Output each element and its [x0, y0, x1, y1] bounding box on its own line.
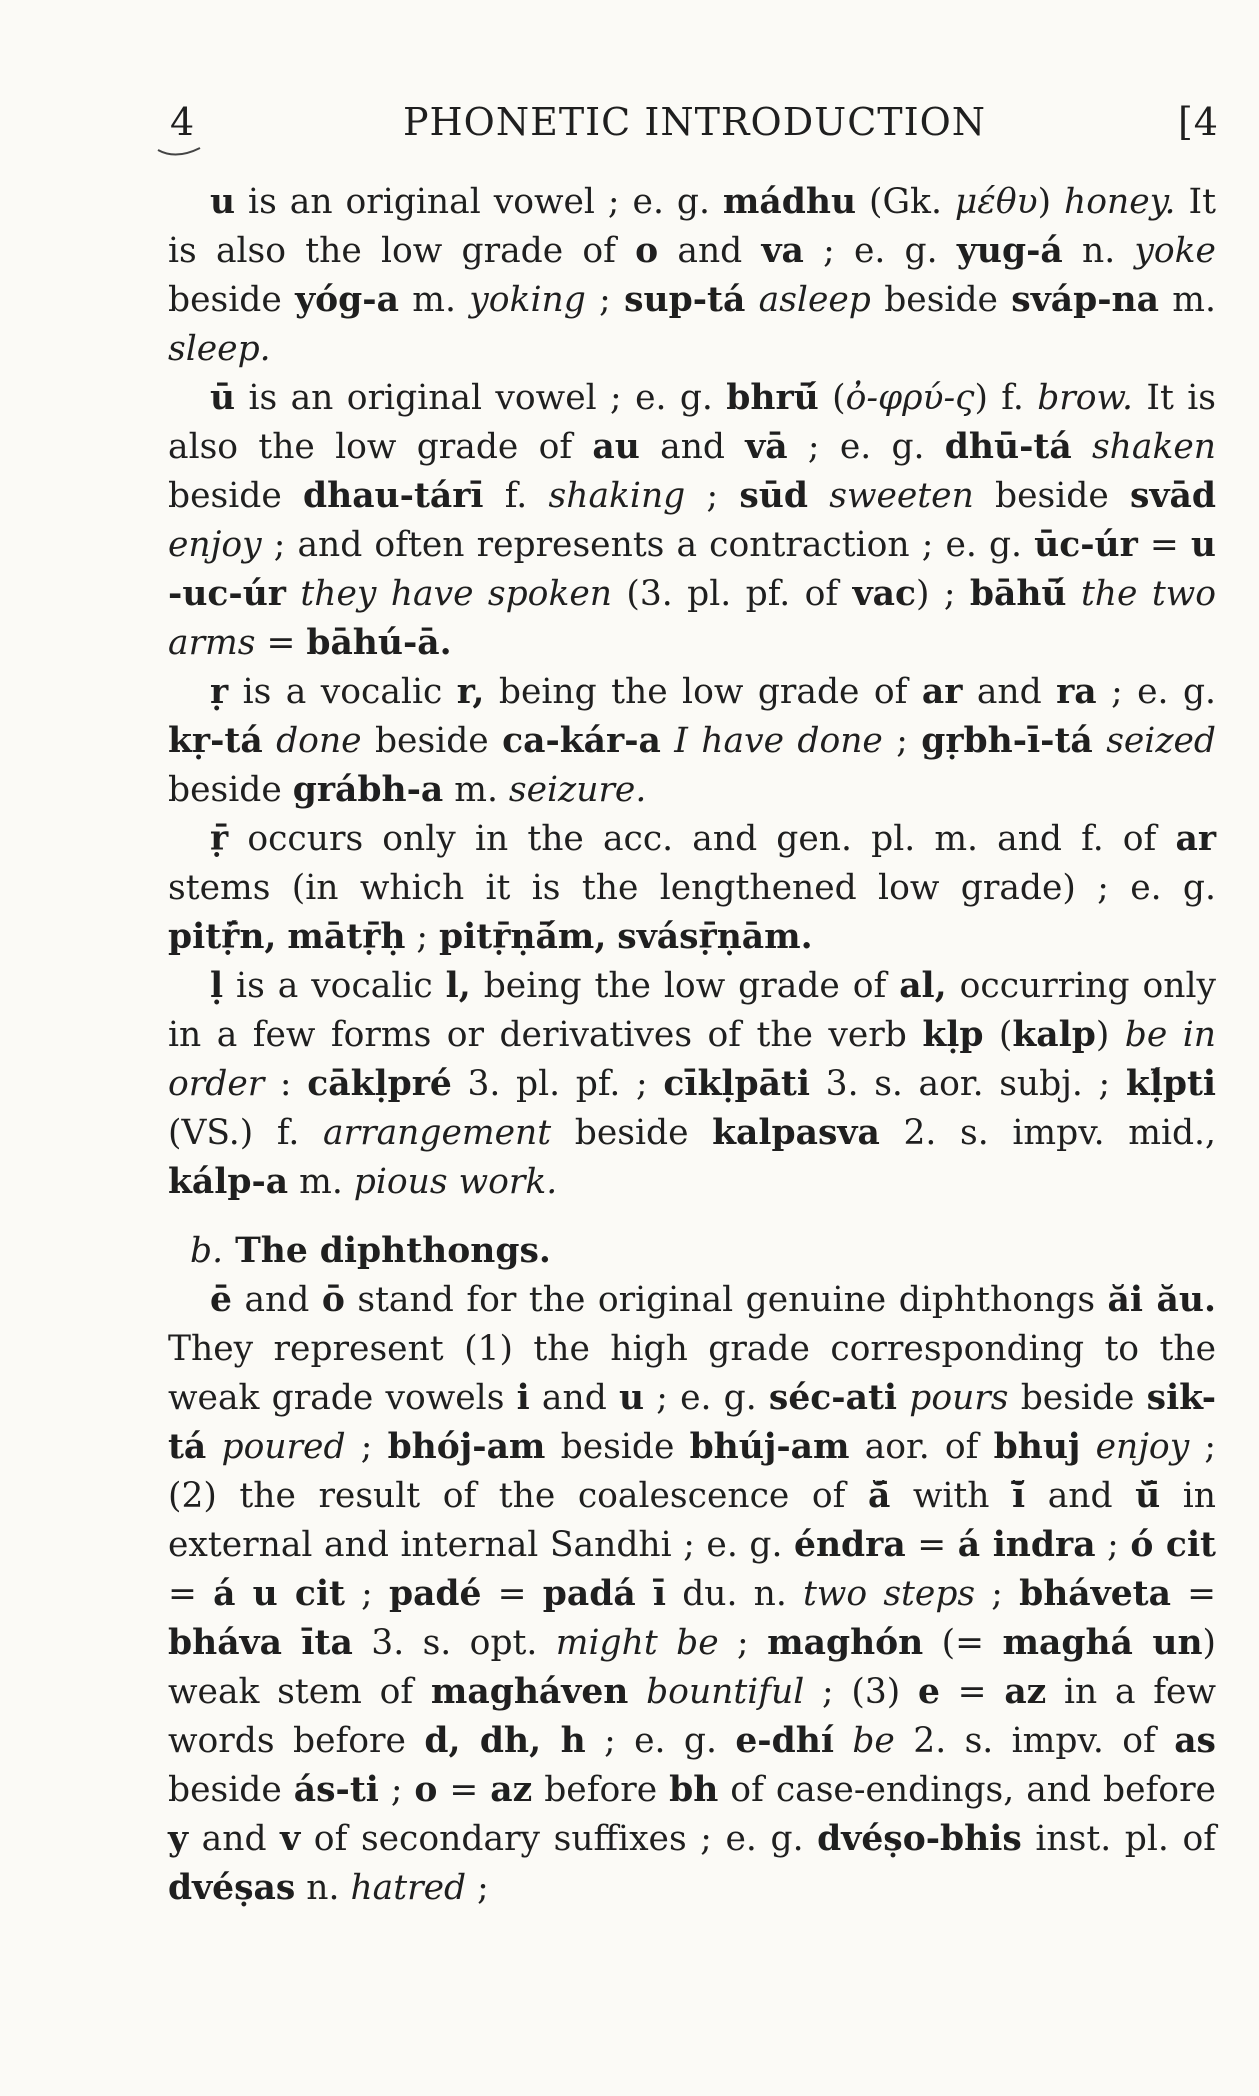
bold-term: maghá un — [1002, 1623, 1203, 1663]
text-run: ; — [585, 280, 625, 320]
running-title: PHONETIC INTRODUCTION — [402, 100, 987, 144]
text-run — [897, 1378, 909, 1418]
italic-gloss: b. — [190, 1231, 224, 1271]
bold-term: mātṝḥ — [287, 917, 406, 957]
page-number: 4 — [170, 100, 196, 144]
text-run — [263, 721, 276, 761]
text-run: ( — [983, 1015, 1013, 1055]
bold-term: yóg-a — [295, 280, 399, 320]
text-run — [1067, 574, 1081, 614]
bold-term: ṛ — [210, 672, 229, 712]
bold-term: cākḷpré — [307, 1064, 452, 1104]
italic-gloss: done — [276, 721, 362, 761]
text-run: It is also the low grade of — [168, 378, 1216, 467]
bold-term: bāhū́ — [969, 574, 1067, 614]
text-run: 2. s. impv. mid., — [879, 1113, 1216, 1153]
italic-gloss: yoking — [469, 280, 586, 320]
text-run: ; — [685, 476, 740, 516]
text-run — [661, 721, 674, 761]
bold-term: grábh-a — [292, 770, 444, 810]
bold-term: bāhú-ā. — [306, 623, 452, 663]
bold-term: ē — [210, 1280, 232, 1320]
bold-term: bhuj — [993, 1427, 1081, 1467]
text-run: beside — [168, 476, 303, 516]
text-run: ; — [1095, 1525, 1131, 1565]
text-run: ; e. g. — [803, 231, 957, 271]
bold-term: r, — [456, 672, 485, 712]
text-run: and — [1025, 1476, 1136, 1516]
text-run: beside — [545, 1427, 690, 1467]
text-run — [1072, 427, 1092, 467]
text-run: du. n. — [666, 1574, 804, 1614]
text-run — [808, 476, 829, 516]
bold-term: as — [1174, 1721, 1216, 1761]
bold-term: u — [618, 1378, 645, 1418]
text-run: being the low grade of — [484, 672, 922, 712]
text-run: ; — [378, 1770, 415, 1810]
bold-term: dhau-tárī — [302, 476, 484, 516]
bold-term: bháva īta — [168, 1623, 353, 1663]
text-run — [286, 574, 300, 614]
text-run: with — [890, 1476, 1013, 1516]
text-run: ; — [718, 1623, 768, 1663]
text-run: aor. of — [849, 1427, 994, 1467]
bold-term: ar — [1175, 819, 1216, 859]
text-run: is a vocalic — [228, 672, 457, 712]
text-run: ; and often represents a contraction ; e. g. — [261, 525, 1035, 565]
bold-term: gṛbh-ī-tá — [921, 721, 1093, 761]
text-run: is an original vowel ; e. g. — [235, 182, 723, 222]
text-run: stems (in which it is the lengthened low grade) ; e. g. — [168, 868, 1216, 908]
italic-gloss: enjoy — [1095, 1427, 1190, 1467]
text-run: beside — [973, 476, 1131, 516]
bold-term: sup-tá — [624, 280, 746, 320]
text-run — [745, 280, 758, 320]
italic-gloss: they have spoken — [300, 574, 612, 614]
text-run: m. — [398, 280, 470, 320]
italic-gloss: pours — [909, 1378, 1009, 1418]
text-run — [1093, 721, 1106, 761]
bold-term: padé — [388, 1574, 482, 1614]
bold-term: ḷ — [210, 966, 224, 1006]
bold-term: vā — [745, 427, 788, 467]
bold-term: kṛ-tá — [168, 721, 263, 761]
text-run: occurring only in a few forms or derivatives of the verb — [168, 966, 1216, 1055]
italic-gloss: be — [852, 1721, 895, 1761]
text-run: ) ; — [916, 574, 970, 614]
bold-term: vac — [852, 574, 916, 614]
bold-term: au — [592, 427, 640, 467]
text-run: (3. pl. pf. of — [612, 574, 853, 614]
bold-term: dvéṣo-bhis — [817, 1819, 1022, 1859]
bold-term: bhrū́ — [726, 378, 819, 418]
bold-term: ūc-úr — [1034, 525, 1138, 565]
bold-term: maghón — [767, 1623, 924, 1663]
paragraph-u-long — [168, 374, 1216, 668]
text-run: occurs only in the acc. and gen. pl. m. and f. of — [228, 819, 1176, 859]
italic-gloss: seizure. — [508, 770, 647, 810]
bold-term: u — [210, 182, 236, 222]
italic-gloss: pious work. — [353, 1162, 558, 1202]
bold-term: l, — [445, 966, 471, 1006]
text-run: is a vocalic — [223, 966, 446, 1006]
text-run: ) — [1037, 182, 1065, 222]
bold-term: mádhu — [722, 182, 857, 222]
bold-term: cīkḷpāti — [663, 1064, 810, 1104]
text-run: ; — [344, 1574, 389, 1614]
text-run: (= — [923, 1623, 1003, 1663]
text-run: and — [639, 427, 746, 467]
text-run: ) — [1095, 1015, 1125, 1055]
bold-term: ŭ̄ — [1135, 1476, 1161, 1516]
text-run: ) f. — [974, 378, 1038, 418]
bold-term: e-dhí — [735, 1721, 834, 1761]
text-run: = — [481, 1574, 543, 1614]
bold-term: ra — [1056, 672, 1097, 712]
bold-term: bhúj-am — [689, 1427, 850, 1467]
italic-gloss: yoke — [1134, 231, 1216, 271]
bold-term: svād — [1130, 476, 1216, 516]
text-run: = — [1170, 1574, 1217, 1614]
text-run — [606, 917, 617, 957]
bold-term: magháven — [430, 1672, 629, 1712]
italic-gloss: seized — [1106, 721, 1217, 761]
section-heading — [168, 1227, 1216, 1276]
text-run: ; — [466, 1868, 489, 1908]
text-run: 3. pl. pf. ; — [451, 1064, 664, 1104]
bold-term: ăi ău. — [1107, 1280, 1216, 1320]
italic-gloss: I have done — [674, 721, 883, 761]
bold-term: ca-kár-a — [502, 721, 661, 761]
bold-term: The diphthongs. — [223, 1231, 551, 1271]
bold-term: pitṝṇā́m, — [439, 917, 607, 957]
text-run: in external and internal Sandhi ; e. g. — [168, 1476, 1216, 1565]
text-run: ; — [345, 1427, 388, 1467]
bold-term: u -uc-úr — [168, 525, 1216, 614]
bold-term: kalpasva — [712, 1113, 880, 1153]
text-run: stand for the original genuine diphthongs — [344, 1280, 1108, 1320]
bold-term: padá ī — [542, 1574, 667, 1614]
text-run: = — [255, 623, 307, 663]
text-run: and — [529, 1378, 619, 1418]
italic-gloss: arrangement — [323, 1113, 552, 1153]
bold-term: sik-tá — [168, 1378, 1217, 1467]
bold-term: bháveta — [1019, 1574, 1171, 1614]
section-marker: [4 — [1177, 100, 1219, 144]
italic-gloss: sweeten — [829, 476, 974, 516]
italic-gloss: sleep. — [168, 329, 271, 369]
bold-term: ar — [921, 672, 963, 712]
bold-term: ó cit — [1130, 1525, 1216, 1565]
bold-term: sūd — [739, 476, 808, 516]
text-run: ; — [882, 721, 922, 761]
paragraph-diphthongs — [168, 1276, 1216, 1913]
text-run: ; (2) the result of the coalescence of — [168, 1427, 1217, 1516]
bold-term: éndra — [794, 1525, 906, 1565]
text-run: = — [939, 1672, 1005, 1712]
italic-gloss: asleep — [758, 280, 871, 320]
bold-term: y — [168, 1819, 189, 1859]
bold-term: kalp — [1012, 1015, 1096, 1055]
text-run: and — [231, 1280, 322, 1320]
bold-term: yug-á — [956, 231, 1063, 271]
text-run: being the low grade of — [470, 966, 900, 1006]
bold-term: á u cit — [213, 1574, 345, 1614]
italic-gloss: the two arms — [168, 574, 1216, 663]
bold-term: o — [635, 231, 659, 271]
text-run — [206, 1427, 221, 1467]
italic-gloss: poured — [221, 1427, 346, 1467]
bold-term: d, dh, h — [424, 1721, 586, 1761]
text-run: beside — [168, 770, 293, 810]
text-run: = — [168, 1574, 214, 1614]
text-run: inst. pl. of — [1021, 1819, 1216, 1859]
bold-term: ĭ̄ — [1012, 1476, 1026, 1516]
text-run: m. — [1158, 280, 1216, 320]
text-run: of case-endings, and before — [718, 1770, 1216, 1810]
text-run: and — [188, 1819, 281, 1859]
bold-term: ṝ — [210, 819, 229, 859]
text-run — [1080, 1427, 1095, 1467]
text-run: before — [532, 1770, 670, 1810]
text-run: ; e. g. — [1096, 672, 1216, 712]
bold-term: ă̄ — [867, 1476, 891, 1516]
italic-gloss: μέθυ — [954, 182, 1038, 222]
bold-term: az — [490, 1770, 533, 1810]
bold-term: al, — [899, 966, 947, 1006]
bold-term: v — [280, 1819, 301, 1859]
text-run: ; (3) — [804, 1672, 918, 1712]
text-run: (Gk. — [856, 182, 955, 222]
text-run: beside — [168, 280, 296, 320]
text-run: ; e. g. — [787, 427, 945, 467]
text-run: n. — [1062, 231, 1135, 271]
italic-gloss: shaken — [1091, 427, 1216, 467]
text-run: 2. s. impv. of — [894, 1721, 1175, 1761]
bold-term: kḷ́pti — [1125, 1064, 1216, 1104]
text-run: 3. s. opt. — [352, 1623, 556, 1663]
page-body — [168, 178, 1216, 1913]
paragraph-l-vocalic — [168, 962, 1216, 1207]
text-run — [276, 917, 287, 957]
paragraph-u — [168, 178, 1216, 374]
text-run: ; — [405, 917, 440, 957]
bold-term: svásṝṇām. — [617, 917, 813, 957]
text-run: : — [264, 1064, 308, 1104]
italic-gloss: be in order — [168, 1015, 1216, 1104]
bold-term: pitṝ́n, — [168, 917, 277, 957]
bold-term: kḷp — [922, 1015, 984, 1055]
text-run: = — [1137, 525, 1191, 565]
bold-term: o — [414, 1770, 438, 1810]
text-run: ; — [975, 1574, 1020, 1614]
bold-term: i — [516, 1378, 530, 1418]
bold-term: séc-ati — [768, 1378, 898, 1418]
bold-term: ás-ti — [293, 1770, 379, 1810]
text-run: n. — [295, 1868, 351, 1908]
text-run — [834, 1721, 852, 1761]
bold-term: e — [918, 1672, 940, 1712]
bold-term: az — [1004, 1672, 1047, 1712]
text-run — [628, 1672, 646, 1712]
text-run: ; e. g. — [585, 1721, 736, 1761]
paragraph-r-long — [168, 815, 1216, 962]
paragraph-r-vocalic — [168, 668, 1216, 815]
text-run: beside — [870, 280, 1012, 320]
bold-term: bh — [669, 1770, 719, 1810]
text-run: 3. s. aor. subj. ; — [809, 1064, 1126, 1104]
bold-term: kálp-a — [168, 1162, 289, 1202]
text-run: = — [905, 1525, 958, 1565]
text-run: They represent (1) the high grade corresponding to the weak grade vowels — [168, 1329, 1216, 1418]
italic-gloss: hatred — [350, 1868, 467, 1908]
bold-term: á indra — [957, 1525, 1096, 1565]
italic-gloss: two steps — [803, 1574, 976, 1614]
text-run: and — [962, 672, 1057, 712]
bold-term: ō — [321, 1280, 345, 1320]
italic-gloss: ὀ-φρύ-ς — [845, 378, 975, 418]
running-header — [170, 100, 1219, 152]
text-run: It is also the low grade of — [168, 182, 1216, 271]
bold-term: ū — [210, 378, 236, 418]
text-run: beside — [361, 721, 503, 761]
text-run: (VS.) f. — [168, 1113, 324, 1153]
italic-gloss: might be — [555, 1623, 719, 1663]
text-run: f. — [483, 476, 549, 516]
text-run: beside — [168, 1770, 294, 1810]
bold-term: va — [761, 231, 804, 271]
text-run: beside — [551, 1113, 713, 1153]
text-run: = — [437, 1770, 491, 1810]
page-number-swash — [156, 146, 202, 158]
bold-term: dhū-tá — [944, 427, 1072, 467]
text-run: and — [658, 231, 762, 271]
bold-term: sváp-na — [1011, 280, 1159, 320]
text-run: m. — [443, 770, 509, 810]
italic-gloss: bountiful — [646, 1672, 805, 1712]
italic-gloss: shaking — [548, 476, 686, 516]
text-run: in a few words before — [168, 1672, 1217, 1761]
bold-term: dvéṣas — [168, 1868, 296, 1908]
italic-gloss: enjoy — [168, 525, 262, 565]
italic-gloss: brow. — [1037, 378, 1133, 418]
bold-term: bhój-am — [387, 1427, 546, 1467]
text-run: of secondary suffixes ; e. g. — [300, 1819, 818, 1859]
text-run: beside — [1008, 1378, 1147, 1418]
text-run: m. — [288, 1162, 354, 1202]
text-run: ( — [818, 378, 846, 418]
text-run: is an original vowel ; e. g. — [235, 378, 727, 418]
italic-gloss: honey. — [1064, 182, 1176, 222]
text-run: ; e. g. — [644, 1378, 769, 1418]
text-run: ) weak stem of — [168, 1623, 1217, 1712]
